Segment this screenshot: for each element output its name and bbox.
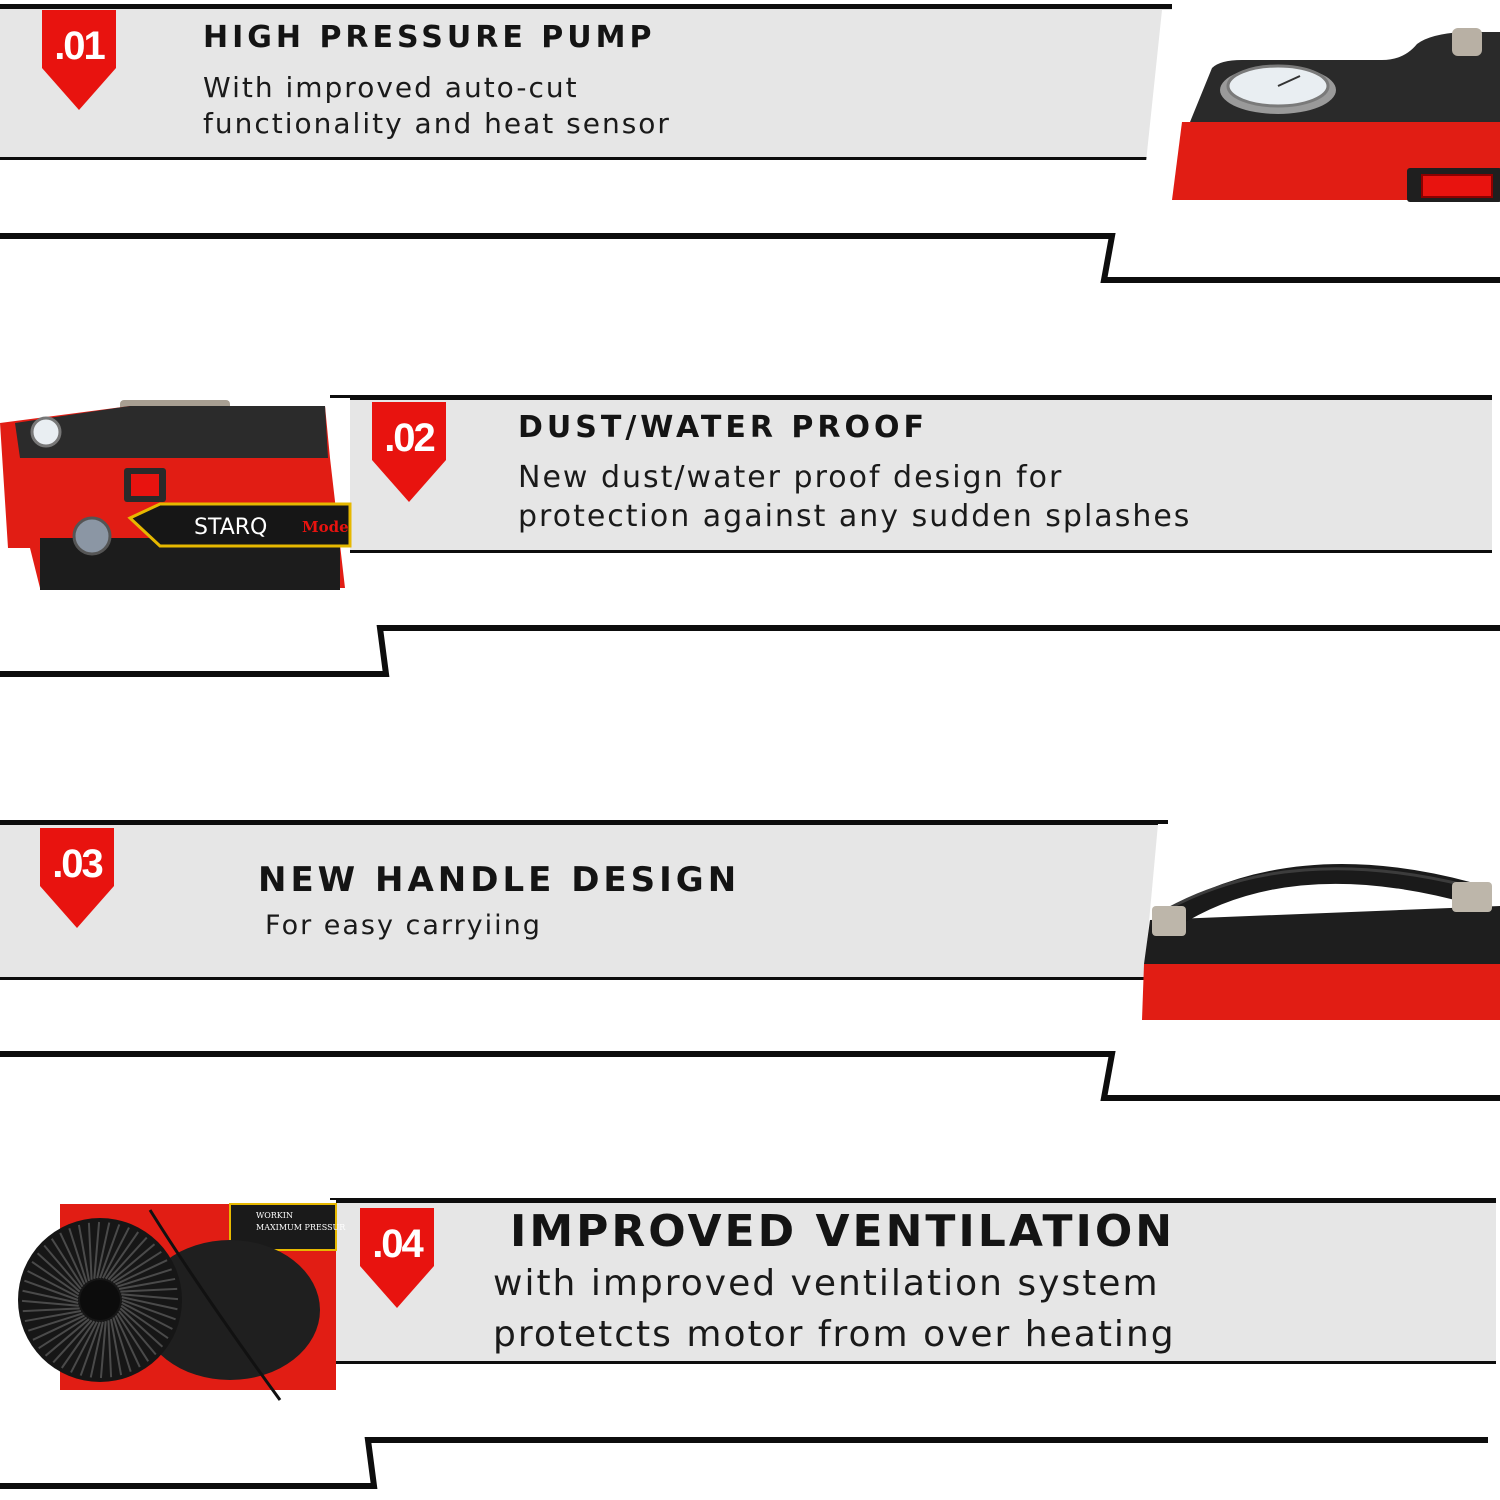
feature-badge-1 — [42, 10, 116, 110]
fan-grille-icon — [18, 1218, 182, 1382]
pressure-gauge-icon — [1220, 66, 1336, 114]
power-switch-icon — [124, 468, 166, 502]
feature-description: with improved ventilation system protetcts motor from over heating — [493, 1263, 1176, 1356]
divider-step-1 — [0, 224, 1500, 324]
pressure-gauge-icon — [32, 418, 60, 446]
feature-title: IMPROVED VENTILATION — [510, 1206, 1176, 1257]
feature-badge-3 — [40, 828, 114, 928]
feature-title: DUST/WATER PROOF — [518, 410, 929, 445]
valve-cap — [1452, 28, 1482, 56]
feature-badge-4 — [360, 1208, 434, 1308]
brand-label: STARQ — [194, 515, 268, 540]
pump-fan-photo — [0, 1200, 346, 1404]
feature-description: New dust/water proof design for protection against any sudden splashes — [518, 460, 1192, 534]
feature-badge-2 — [372, 402, 446, 502]
power-switch-icon — [1407, 168, 1500, 202]
feature-band-3 — [0, 820, 1168, 980]
divider-step-2 — [0, 618, 1500, 718]
pump-top-photo — [1142, 10, 1500, 200]
feature-number: .02 — [384, 416, 434, 460]
divider-step-4 — [0, 1430, 1500, 1500]
pump-side-photo — [0, 398, 350, 594]
feature-title: HIGH PRESSURE PUMP — [203, 20, 656, 55]
feature-description: With improved auto-cut functionality and heat sensor — [203, 71, 671, 141]
feature-number: .04 — [372, 1222, 422, 1266]
feature-description: For easy carryiing — [265, 910, 542, 941]
feature-number: .03 — [52, 842, 102, 886]
model-label: Mode — [302, 518, 349, 536]
spec-label-line2: MAXIMUM PRESSUR — [256, 1223, 346, 1232]
spec-label-line1: WORKIN — [256, 1211, 293, 1220]
pump-handle-photo — [1140, 824, 1500, 1020]
feature-number: .01 — [54, 24, 104, 68]
divider-step-3 — [0, 1042, 1500, 1142]
feature-title: NEW HANDLE DESIGN — [258, 860, 741, 900]
